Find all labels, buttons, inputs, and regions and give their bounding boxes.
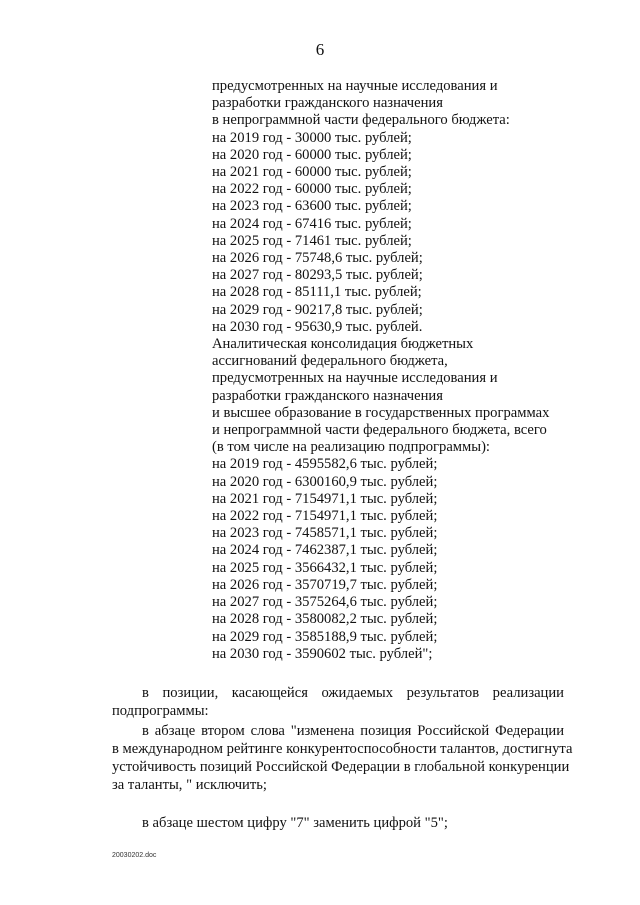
- block-line: на 2026 год - 3570719,7 тыс. рублей;: [212, 576, 438, 593]
- block-line: на 2024 год - 7462387,1 тыс. рублей;: [212, 542, 438, 559]
- block-line: в непрограммной части федерального бюджета:: [212, 112, 510, 129]
- paragraph-line: в международном рейтинге конкурентоспособности талантов, достигнута: [112, 741, 573, 757]
- paragraph-second-abzats: [112, 722, 573, 794]
- block-line: на 2027 год - 80293,5 тыс. рублей;: [212, 267, 423, 284]
- block-line: разработки гражданского назначения: [212, 95, 443, 112]
- block-line: на 2029 год - 3585188,9 тыс. рублей;: [212, 628, 438, 645]
- block-line: на 2019 год - 4595582,6 тыс. рублей;: [212, 456, 438, 473]
- block-line: предусмотренных на научные исследования и: [212, 78, 498, 94]
- page-number: 6: [315, 40, 325, 59]
- block-line: на 2022 год - 7154971,1 тыс. рублей;: [212, 508, 438, 525]
- paragraph-sixth-abzats: [112, 814, 564, 832]
- block-line: на 2025 год - 3566432,1 тыс. рублей;: [212, 559, 438, 576]
- block-line: на 2028 год - 3580082,2 тыс. рублей;: [212, 611, 438, 628]
- block-line: разработки гражданского назначения: [212, 387, 443, 404]
- paragraph-line: в позиции, касающейся ожидаемых результатов реализации: [142, 685, 564, 701]
- block-line: предусмотренных на научные исследования и: [212, 370, 498, 387]
- block-line: и непрограммной части федерального бюджета, всего: [212, 422, 547, 439]
- paragraph-line: в абзаце шестом цифру "7" заменить цифрой "5";: [142, 815, 448, 831]
- block-line: на 2022 год - 60000 тыс. рублей;: [212, 181, 412, 198]
- block-line: Аналитическая консолидация бюджетных: [212, 336, 474, 353]
- block-line: на 2023 год - 7458571,1 тыс. рублей;: [212, 525, 438, 542]
- block-line: на 2030 год - 3590602 тыс. рублей";: [212, 645, 433, 662]
- block-line: на 2027 год - 3575264,6 тыс. рублей;: [212, 594, 438, 611]
- paragraph-expected-results: [112, 684, 564, 720]
- block-line: на 2029 год - 90217,8 тыс. рублей;: [212, 301, 423, 318]
- block-line: на 2021 год - 7154971,1 тыс. рублей;: [212, 490, 438, 507]
- block-line: на 2030 год - 95630,9 тыс. рублей.: [212, 318, 423, 335]
- block-line: на 2025 год - 71461 тыс. рублей;: [212, 232, 412, 249]
- paragraph-line: устойчивость позиций Российской Федерации в глобальной конкуренции: [112, 759, 570, 775]
- block-line: и высшее образование в государственных программах: [212, 404, 550, 421]
- block-line: на 2024 год - 67416 тыс. рублей;: [212, 215, 412, 232]
- paragraph-line: подпрограммы:: [112, 703, 209, 719]
- paragraph-line: в абзаце втором слова "изменена позиция Российской Федерации: [142, 723, 564, 739]
- block-line: ассигнований федерального бюджета,: [212, 353, 448, 370]
- block-line: на 2019 год - 30000 тыс. рублей;: [212, 129, 412, 146]
- block-line: на 2028 год - 85111,1 тыс. рублей;: [212, 284, 422, 301]
- block-line: (в том числе на реализацию подпрограммы):: [212, 439, 490, 456]
- paragraph-line: за таланты, " исключить;: [112, 777, 267, 793]
- block-line: на 2026 год - 75748,6 тыс. рублей;: [212, 250, 423, 267]
- funding-block: [212, 78, 572, 663]
- block-line: на 2020 год - 6300160,9 тыс. рублей;: [212, 473, 438, 490]
- block-line: на 2020 год - 60000 тыс. рублей;: [212, 146, 412, 163]
- block-line: на 2021 год - 60000 тыс. рублей;: [212, 164, 412, 181]
- block-line: на 2023 год - 63600 тыс. рублей;: [212, 198, 412, 215]
- file-name-footer: 20030202.doc: [112, 852, 157, 859]
